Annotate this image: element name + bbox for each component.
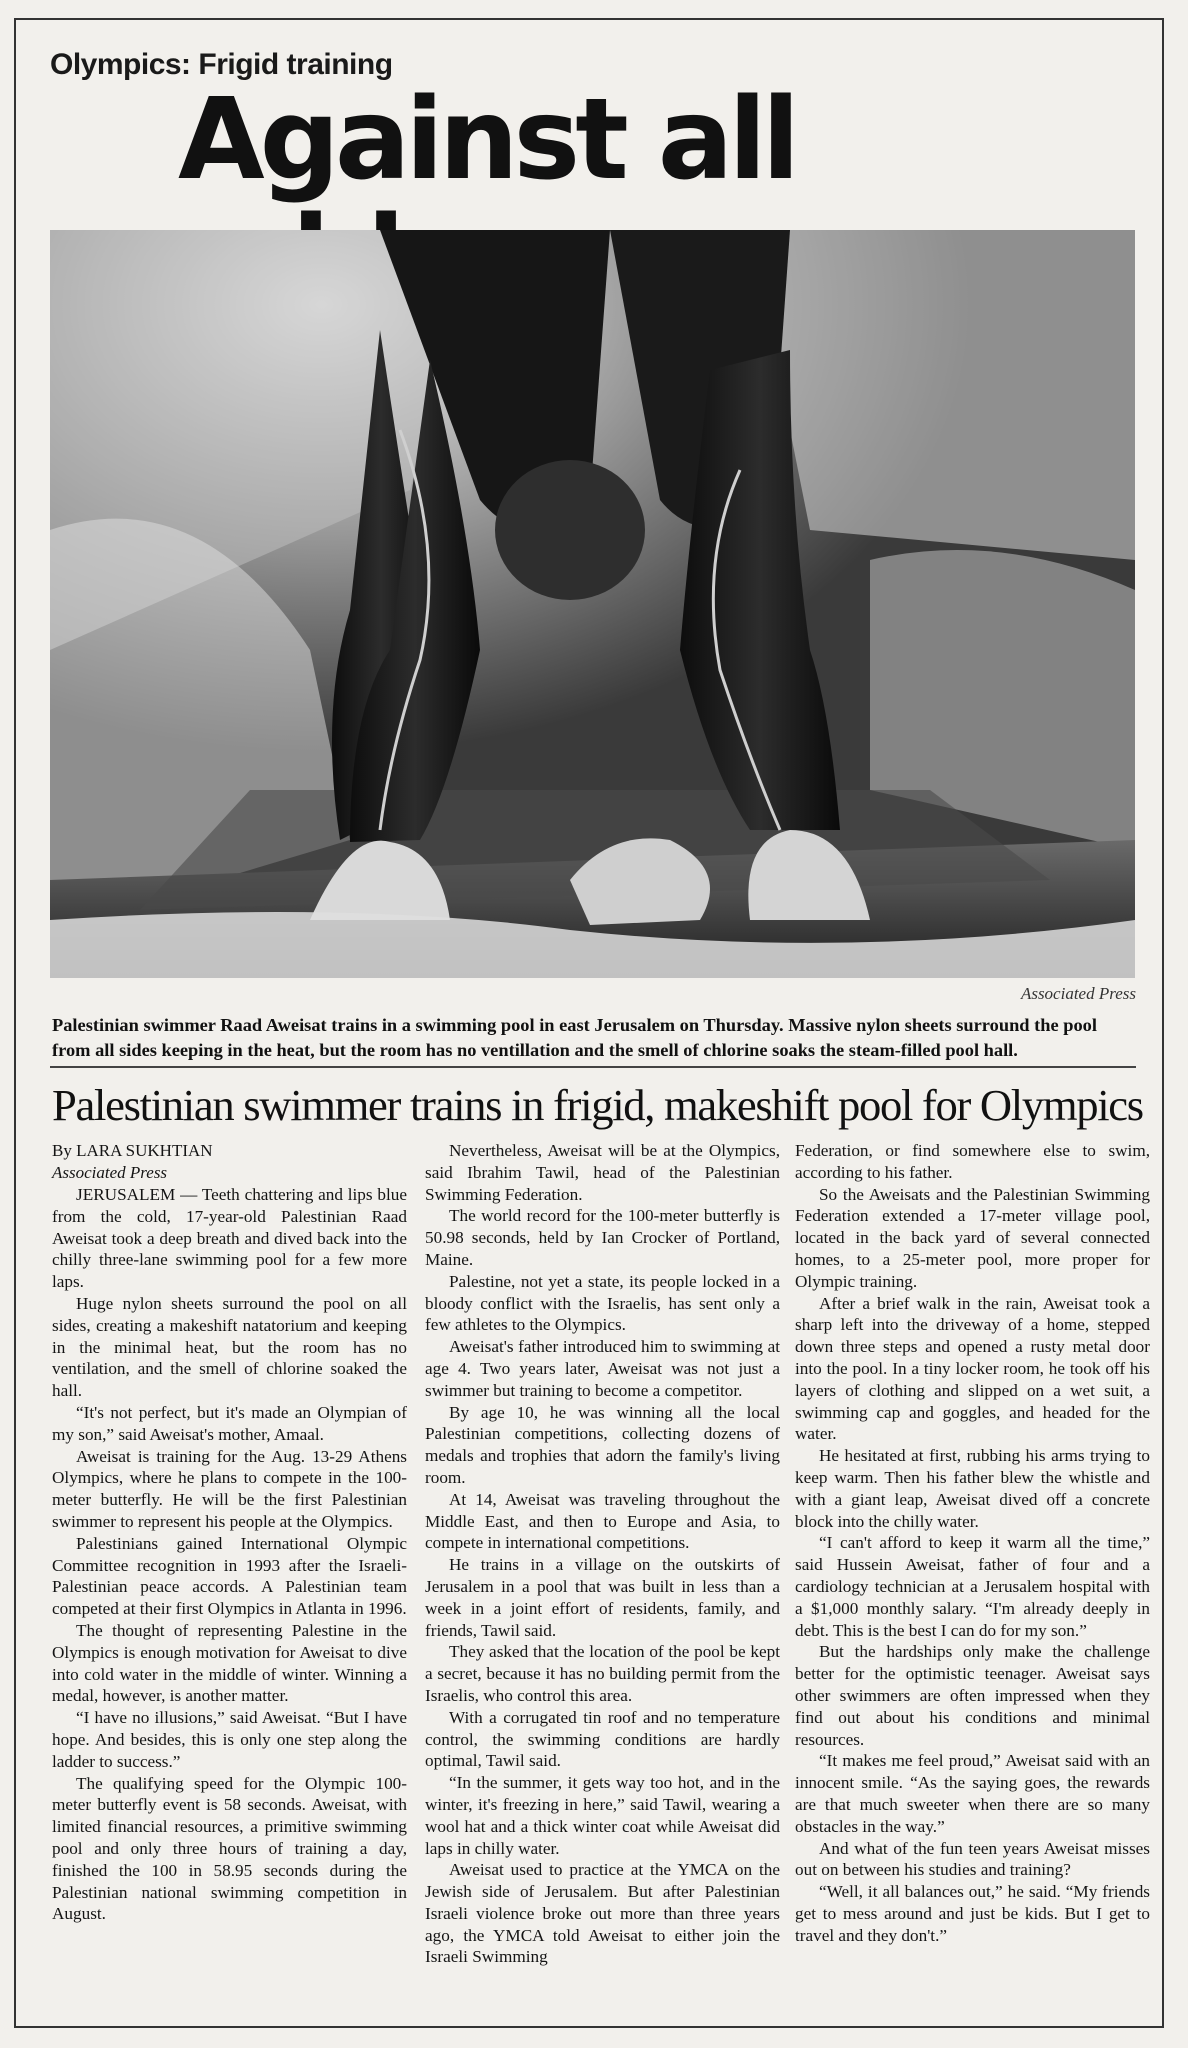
subhead: Palestinian swimmer trains in frigid, makeshift pool for Olympics — [52, 1080, 1143, 1130]
paragraph: Nevertheless, Aweisat will be at the Olympics, said Ibrahim Tawil, head of the Palestinian Swimming Federation. — [425, 1141, 780, 1204]
paragraph: The world record for the 100-meter butterfly is 50.98 seconds, held by Ian Crocker of Portland, Maine. — [425, 1206, 780, 1269]
paragraph: “I can't afford to keep it warm all the time,” said Hussein Aweisat, father of four and a cardiology technician at a Jerusalem hospital with a $1,000 monthly salary. “I'm already deeply in debt. This is the best I can do for my son.” — [795, 1533, 1150, 1640]
paragraph: JERUSALEM — Teeth chattering and lips blue from the cold, 17-year-old Palestinian Raad Aweisat took a deep breath and dived back into the chilly three-lane swimming pool for a few more laps. — [52, 1185, 407, 1292]
paragraph: Palestinians gained International Olympic Committee recognition in 1993 after the Israeli-Palestinian peace accords. A Palestinian team competed at their first Olympics in Atlanta in 1996. — [52, 1533, 407, 1619]
photo-credit: Associated Press — [1020, 984, 1136, 1003]
paragraph: Palestine, not yet a state, its people locked in a bloody conflict with the Israelis, has sent only a few athletes to the Olympics. — [425, 1271, 780, 1335]
paragraph: “It's not perfect, but it's made an Olympian of my son,” said Aweisat's mother, Amaal. — [52, 1402, 407, 1444]
paragraph: But the hardships only make the challenge better for the optimistic teenager. Aweisat says other swimmers are often impressed when they find out about his conditions and minimal resources. — [795, 1642, 1150, 1749]
paragraph: He hesitated at first, rubbing his arms trying to keep warm. Then his father blew the whistle and with a giant leap, Aweisat dived off a concrete block into the chilly water. — [795, 1446, 1150, 1531]
paragraph: “It makes me feel proud,” Aweisat said with an innocent smile. “As the saying goes, the rewards are that much sweeter when there are so many obstacles in the way.” — [795, 1751, 1150, 1836]
paragraph: After a brief walk in the rain, Aweisat took a sharp left into the driveway of a home, stepped down three steps and opened a rusty metal door into the pool. In a tiny locker room, he took off his layers of clothing and slipped on a wet suit, a swimming cap and goggles, and headed for the water. — [795, 1293, 1150, 1444]
paragraph: They asked that the location of the pool be kept a secret, because it has no building permit from the Israelis, who control this area. — [425, 1642, 780, 1705]
paragraph: With a corrugated tin roof and no temperature control, the swimming conditions are hardly optimal, Tawil said. — [425, 1707, 780, 1771]
paragraph: The thought of representing Palestine in the Olympics is enough motivation for Aweisat to dive into cold water in the middle of winter. Winning a medal, however, is another matter. — [52, 1620, 407, 1706]
article-column-2 — [425, 1140, 780, 1968]
paragraph: Federation, or find somewhere else to swim, according to his father. — [795, 1141, 1150, 1182]
paragraph: The qualifying speed for the Olympic 100-meter butterfly event is 58 seconds. Aweisat, with limited financial resources, a primitive swimming pool and only three hours of training a day, finished the 100 in 58.95 seconds during the Palestinian national swimming competition in August. — [52, 1773, 407, 1924]
paragraph: At 14, Aweisat was traveling throughout the Middle East, and then to Europe and Asia, to compete in international competitions. — [425, 1489, 780, 1553]
paragraph: So the Aweisats and the Palestinian Swimming Federation extended a 17-meter village pool, located in the back yard of several connected homes, to a 25-meter pool, more proper for Olympic training. — [795, 1184, 1150, 1291]
paragraph: He trains in a village on the outskirts of Jerusalem in a pool that was built in less than a week in a joint effort of residents, family, and friends, Tawil said. — [425, 1555, 780, 1640]
paragraph: Huge nylon sheets surround the pool on all sides, creating a makeshift natatorium and keeping in the minimal heat, but the room has no ventilation, and the smell of chlorine soaked the hall. — [52, 1293, 407, 1401]
byline — [52, 1140, 407, 1184]
paragraph: Aweisat's father introduced him to swimming at age 4. Two years later, Aweisat was not just a swimmer but training to become a competitor. — [425, 1337, 780, 1400]
divider-rule — [50, 1066, 1136, 1068]
byline-author: By LARA SUKHTIAN — [52, 1141, 213, 1160]
headline: Against all — [178, 75, 796, 205]
byline-org: Associated Press — [52, 1163, 168, 1182]
photo-caption: Palestinian swimmer Raad Aweisat trains in a swimming pool in east Jerusalem on Thursday. Massive nylon sheets surround the pool from all sides keeping in the heat, but the room has no ventillation and the smell of chlorine soaks the steam-filled pool hall. — [52, 1015, 1097, 1061]
paragraph: “I have no illusions,” said Aweisat. “But I have hope. And besides, this is only one step along the ladder to success.” — [52, 1708, 407, 1771]
kicker: Olympics: Frigid training — [50, 48, 393, 81]
paragraph: “Well, it all balances out,” he said. “My friends get to mess around and just be kids. But I get to travel and they don't.” — [795, 1882, 1150, 1945]
swimmer-photo-illustration — [50, 230, 1135, 978]
paragraph: Aweisat is training for the Aug. 13-29 Athens Olympics, where he plans to compete in the 100-meter butterfly. He will be the first Palestinian swimmer to represent his people at the Olympics. — [52, 1446, 407, 1531]
paragraph: And what of the fun teen years Aweisat misses out on between his studies and training? — [795, 1838, 1150, 1880]
article-column-1 — [52, 1140, 407, 1925]
paragraph: “In the summer, it gets way too hot, and in the winter, it's freezing in here,” said Tawil, wearing a wool hat and a thick winter coat while Aweisat did laps in chilly water. — [425, 1773, 780, 1858]
paragraph: Aweisat used to practice at the YMCA on the Jewish side of Jerusalem. But after Palestinian Israeli violence broke out more than three years ago, the YMCA told Aweisat to either join the Israeli Swimming — [425, 1860, 780, 1967]
article-column-3 — [795, 1140, 1150, 1946]
swimmer-photo — [50, 230, 1135, 978]
paragraph: By age 10, he was winning all the local Palestinian competitions, collecting dozens of medals and trophies that adorn the family's living room. — [425, 1402, 780, 1487]
